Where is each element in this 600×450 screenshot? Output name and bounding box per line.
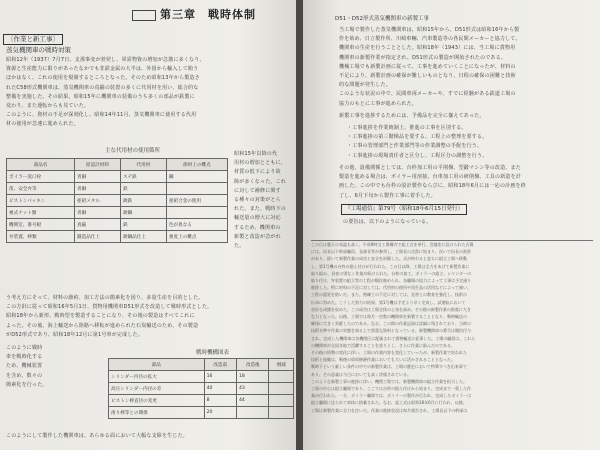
table-cell: 機関室、番号板 xyxy=(7,219,75,231)
right-page xyxy=(303,0,600,450)
table-cell: 18 xyxy=(237,371,269,383)
table-cell: 強度上の難点 xyxy=(166,231,227,243)
fine-print-line: 戦時下という厳しい条件の中での新製作業は、工場の歴史において特筆すべき出来事で xyxy=(311,364,467,370)
text-line: れたC58形式機関車は、蒸気機関車の真鍮の装置の多くに代用材を用い、総合的な xyxy=(6,84,199,91)
fine-print-line: 進捗した。特に材料の不足に対しては、代用材の使用や再生品の活用などによって補い、 xyxy=(311,285,471,291)
last-line xyxy=(6,432,292,441)
text-line: 車を戦時化する xyxy=(6,354,43,361)
table-cell: 色が異なる xyxy=(166,219,227,231)
table-cell: 8 xyxy=(204,395,236,407)
fine-print-line: この日は曇天の気温も高く、午前9時当工場構内で起工式を挙行、会議室に設けられた式場 xyxy=(311,242,474,247)
table-cell xyxy=(237,407,269,419)
list-item: ・工事の管理部門と作業部門等の作業調整の手配を行う。 xyxy=(347,143,483,150)
bottom-side-paragraph xyxy=(6,344,106,390)
table-cell: 43 xyxy=(237,383,269,395)
chapter-marker xyxy=(132,10,156,21)
fine-print-line: このような新製工事の進捗に伴い、機関工場では、新製機関車の組立作業を担当した。 xyxy=(311,378,467,384)
table-header: 改造前 xyxy=(204,359,236,371)
fine-print-line: 業が行われた。一方、ボイラー職場では、ボイラーの製作が行われ、完成したボイラーは xyxy=(311,393,472,399)
text-line: 機関車の生産を行うこととした。昭和18年（1943）には、当工場に貨物用 xyxy=(339,45,516,52)
text-line: 昭和18年から新形、戦時型を製造することになり、その後の製造はすべてこれに xyxy=(6,313,195,320)
table-cell: ボイラー洗口栓 xyxy=(7,171,75,183)
left-page xyxy=(0,0,297,450)
fine-print-line: され、完成した機関車は各機関区に配属されて貨物輸送に従事した。工場の職員は、これら xyxy=(311,335,476,341)
table-header-row xyxy=(109,359,294,371)
right-intro-paragraph xyxy=(339,26,595,109)
table-cell: 青銅 xyxy=(74,183,120,195)
table-header: 原設計材料 xyxy=(74,159,120,171)
text-line: 機械工場でも新製計画に従って、工事を進めていくことになったが、材料の xyxy=(339,63,516,70)
text-line: う考え方にそって、材料の節約、加工方法の簡素化を図り、多量生産を目的とした。 xyxy=(6,295,204,301)
right-after-list xyxy=(339,164,595,201)
table-cell: ピストンパッキン xyxy=(7,195,75,207)
table-row xyxy=(7,219,228,231)
bottom-paragraph xyxy=(6,294,292,340)
right-list xyxy=(347,124,595,161)
text-line: 了し、6月下旬から製作工事に着手した。 xyxy=(339,192,436,199)
table-header-row xyxy=(7,159,228,171)
material-table-title: 主な代用材の使用箇所 xyxy=(105,148,161,154)
text-line: その他、設備関係としては、台枠加工用の平削盤、型鍛マシン等の改造、また xyxy=(339,165,521,171)
table-cell: 16 xyxy=(204,371,236,383)
list-item: ・工事進捗の現場責任者と区分し、工程区分の調整を行う。 xyxy=(347,152,488,159)
table-cell: 笛、安全弁等 xyxy=(7,183,75,195)
table-cell: 鉄 xyxy=(120,183,166,195)
text-line: に対して補修に関す xyxy=(234,187,281,194)
fine-print-line: し、第1号機の台枠の据え付けが行われた。この日以降、工場は全力をあげて新製作業に xyxy=(311,263,470,269)
text-line: 障が多くなった。これ xyxy=(234,178,287,185)
text-line: がD52形式であり、昭和18年12月に第1号車が完成した。 xyxy=(6,331,143,338)
list-item: ・工事進捗を作業統制上、推進の工事を区別する。 xyxy=(347,125,467,131)
table-cell: 複式ナット類 xyxy=(7,207,75,219)
table-row xyxy=(7,207,228,219)
table-row xyxy=(109,407,294,419)
fine-print-line: 伝承に努めた。こうした努力の結果、第1号機は予定より早く完成し、試運転において xyxy=(311,299,466,305)
table-cell: 青銅 xyxy=(74,171,120,183)
table-cell: 高圧シリンダー内径の差 xyxy=(109,383,205,395)
table-cell xyxy=(269,395,294,407)
table-row xyxy=(109,395,294,407)
small-table xyxy=(108,358,294,419)
text-line: た。 xyxy=(234,243,245,250)
fine-print-line: あり、その意義は今日においても高く評価されている。 xyxy=(311,371,411,377)
table-cell: ステ鉄 xyxy=(120,171,166,183)
text-line: 作を始め、日立製作所、川崎車輛、汽車製造等の各民間メーカーと協力して、 xyxy=(339,36,521,43)
table-cell: 20 xyxy=(204,407,236,419)
fine-print-line: 取り付け、弁装置の組立等の工程が順次進められ、各職場の協力によって工事は予定通り xyxy=(311,278,472,284)
table-header: 代用材 xyxy=(120,159,166,171)
text-line: よった。その後、海上輸送から陸路へ移転が進められた石炭輸送のため、その製造 xyxy=(6,322,199,329)
table-cell xyxy=(269,383,294,395)
fine-print-line: には、局長以下幹部職員、各課長等が参列し、工場長の式辞に始まり、次いで局長の祝辞 xyxy=(311,249,471,255)
text-line: 資源と生産能力に限りがあったなかでも非鉄金属の大半は、外国から輸入して賄う xyxy=(6,66,199,73)
table-row xyxy=(7,231,228,243)
table-cell xyxy=(166,207,227,219)
fine-print-line: な力となった。以後、工場では毎月一定数の機関車を新製することとなり、戦時輸送の xyxy=(311,314,467,320)
chapter-title-text: 第三章 戦時体制 xyxy=(160,8,256,21)
table-row xyxy=(7,183,228,195)
table-cell xyxy=(269,407,294,419)
text-line: 新製と改造が急がれ xyxy=(234,233,281,240)
text-line: 製造を進める場合は、ボイラー用溶接、台車加工用の研削盤、工具の新造を計 xyxy=(339,174,522,181)
right-subheading xyxy=(339,112,595,121)
text-line: 輸送量の増大に対応 xyxy=(234,215,281,222)
table-cell: 滑り棒等との関係 xyxy=(109,407,205,419)
text-line: 簡素化を行った。 xyxy=(6,381,48,388)
text-line: を含め、数々の xyxy=(6,372,43,379)
table-cell: 鍛造品仕上 xyxy=(74,231,120,243)
text-line: 不足により、新製計画の確保が難しいものとなり、日程の確保の困難と技術 xyxy=(339,73,516,80)
fine-print-line: 工場の中心は組立職場であり、ここでは台枠の据え付けから始まり、完成まで一貫した作 xyxy=(311,386,471,392)
table-header: 部品名 xyxy=(7,159,75,171)
table-cell: 鋼 xyxy=(166,171,227,183)
text-line: 的な問題が発生した。 xyxy=(339,82,392,89)
table-row xyxy=(109,383,294,395)
fine-print-line: 技術と経験は、戦後の車両修繕作業においても大いに活かされることとなった。 xyxy=(311,357,455,363)
text-line: 材の使用が急速に進められた。 xyxy=(6,121,79,128)
table-cell: 亜鉛合金の使用 xyxy=(166,195,227,207)
fine-print-line: があり、続いて新製作業の成功と安全を祈願した。式が終わると直ちに組立工場へ移動 xyxy=(311,256,467,262)
text-line: ほかはなく、これの使用を規制するところとなった。そのため昭和13年から製造さ xyxy=(6,75,200,82)
table-cell xyxy=(166,183,227,195)
text-line: 材質の低下により故 xyxy=(234,169,281,176)
text-line: 画した。この中でも台枠の設計製作ならびに、昭和18年6月には一応の計画を終 xyxy=(339,183,526,190)
table-header: 増減 xyxy=(269,359,294,371)
text-line: この方針に従って昭和16年5月1日、貨物用機関車D51形式を改造して戦時形式とした。 xyxy=(6,304,213,311)
fine-print-line: 確保に大きく貢献したのである。なお、この間の作業記録は詳細に残されており、当時の xyxy=(311,321,471,327)
text-line: 協力のもとに工事が進められた。 xyxy=(339,100,418,107)
fine-print-line: 取り組み、昼夜の別なく作業が続けられた。台枠の加工、ボイラーの組立、シリンダーの xyxy=(311,270,472,276)
side-paragraph xyxy=(234,150,294,251)
section-heading: 〔作業と新工事〕 xyxy=(3,34,63,45)
text-line: 新製工事を進捗するためには、予備品を完全に揃えてあった。 xyxy=(339,113,485,119)
table-row xyxy=(109,371,294,383)
table-header: 節材上の難点 xyxy=(166,159,227,171)
fine-print-line: 組立職場に送られて車体に搭載された。なお、起工式は昭和18年6月に行われ、以後、 xyxy=(311,400,467,406)
text-line: ため、機械装置 xyxy=(6,363,43,370)
chapter-title xyxy=(132,6,256,22)
text-line: 整備を実施した。その結果、昭和15年に機関車の装備のうち多くの部品が鉄製に xyxy=(6,93,195,100)
table-cell: 青銅 xyxy=(74,207,120,219)
text-line: このような状況の中で、民間車両メーカーや、すでに経験がある鉄道工場の xyxy=(339,91,516,98)
table-header: 改造後 xyxy=(237,359,269,371)
text-line: 変わり、また運転からも見ていた。 xyxy=(6,103,90,110)
small-table-title: 戦時機構図表 xyxy=(196,350,230,356)
fine-print-line: その後の情勢の変化に伴い、工場の作業内容も変化していったが、新製作業で培われた xyxy=(311,350,467,356)
text-line: 用材の増加とともに、 xyxy=(234,160,287,167)
table-cell: シリンダー内径の拡大 xyxy=(109,371,205,383)
table-cell: ピストン棒直径の変更 xyxy=(109,395,205,407)
text-line: このようにして製作した機関車は、あらゆる面において大幅な支障を生じた。 xyxy=(6,433,189,439)
table-header: 部品 xyxy=(109,359,205,371)
intro-paragraph xyxy=(6,56,292,130)
fine-print-line: 技術水準や作業の実態を知る上で貴重な資料となっている。新製機関車の番号は順次付与 xyxy=(311,328,471,334)
table-cell: 鉄 xyxy=(120,219,166,231)
text-line: このように戦時 xyxy=(6,345,43,351)
fine-print-block xyxy=(311,240,593,437)
right-page-header: D51・D52形式蒸気機関車の新製工事 xyxy=(335,16,429,22)
table-cell: 真鍮 xyxy=(74,219,120,231)
material-table xyxy=(6,158,228,243)
boxed-note xyxy=(343,218,593,227)
fine-print-line: 良好な成績を収めた。この成功は工場全体の士気を高め、その後の新製作業の推進に大き xyxy=(311,306,471,312)
list-item: ・工事進捗の第三階梯品を要する、工程上の整理を要する。 xyxy=(347,134,488,141)
text-line: 昭和12年（1937）7月7日、支那事変が勃発し、軍需物資の増加が急激に多くなり、 xyxy=(6,57,205,63)
table-row xyxy=(7,195,228,207)
table-cell: 40 xyxy=(204,383,236,395)
fine-print-line: の機関車が全国各地で活躍することを誇りとし、さらに作業に励んだのである。 xyxy=(311,342,455,348)
table-cell: 亜鉛メタル xyxy=(74,195,120,207)
text-line: れた。また、戦時下の xyxy=(234,206,287,213)
sub-heading: 蒸気機関車の戦時対策 xyxy=(6,46,71,54)
table-row xyxy=(7,171,228,183)
table-cell: 弁装置、棒類 xyxy=(7,231,75,243)
text-line: 当工場で製作した蒸気機関車は、昭和15年から、D51形式は昭和16年から製 xyxy=(339,27,520,33)
table-cell: 鋳鋼 xyxy=(120,207,166,219)
table-cell: 鋳鋼品仕上 xyxy=(120,231,166,243)
table-cell xyxy=(269,371,294,383)
text-line: の要旨は、以下のようになっている。 xyxy=(343,219,432,225)
table-cell: 鋳鉄 xyxy=(120,195,166,207)
text-line: 昭和15年以降の代 xyxy=(234,151,278,157)
text-line: するため、機関車の xyxy=(234,224,281,231)
fine-print-line: 工場は新製作業に全力を注いだ。作業の進捗状況は毎月報告され、工場長以下の幹部は xyxy=(311,407,468,413)
table-cell: 44 xyxy=(237,395,269,407)
text-line: る種々の対策がとら xyxy=(234,197,281,204)
text-line: 機関車の新製作業が指定され、D51形式の製造が開始されたのである。 xyxy=(339,54,507,61)
text-line: このように、資材の不足が深刻化し、昭和14年11月、蒸気機関車に使用する代用 xyxy=(6,112,197,119)
boxed-caption: 『工場通信』第79号（昭和18年6月15日発行） xyxy=(341,204,467,215)
fine-print-line: 工程の遅延を防いだ。また、熟練工の不足に対しては、見習工の教育を強化し、技術の xyxy=(311,292,467,298)
